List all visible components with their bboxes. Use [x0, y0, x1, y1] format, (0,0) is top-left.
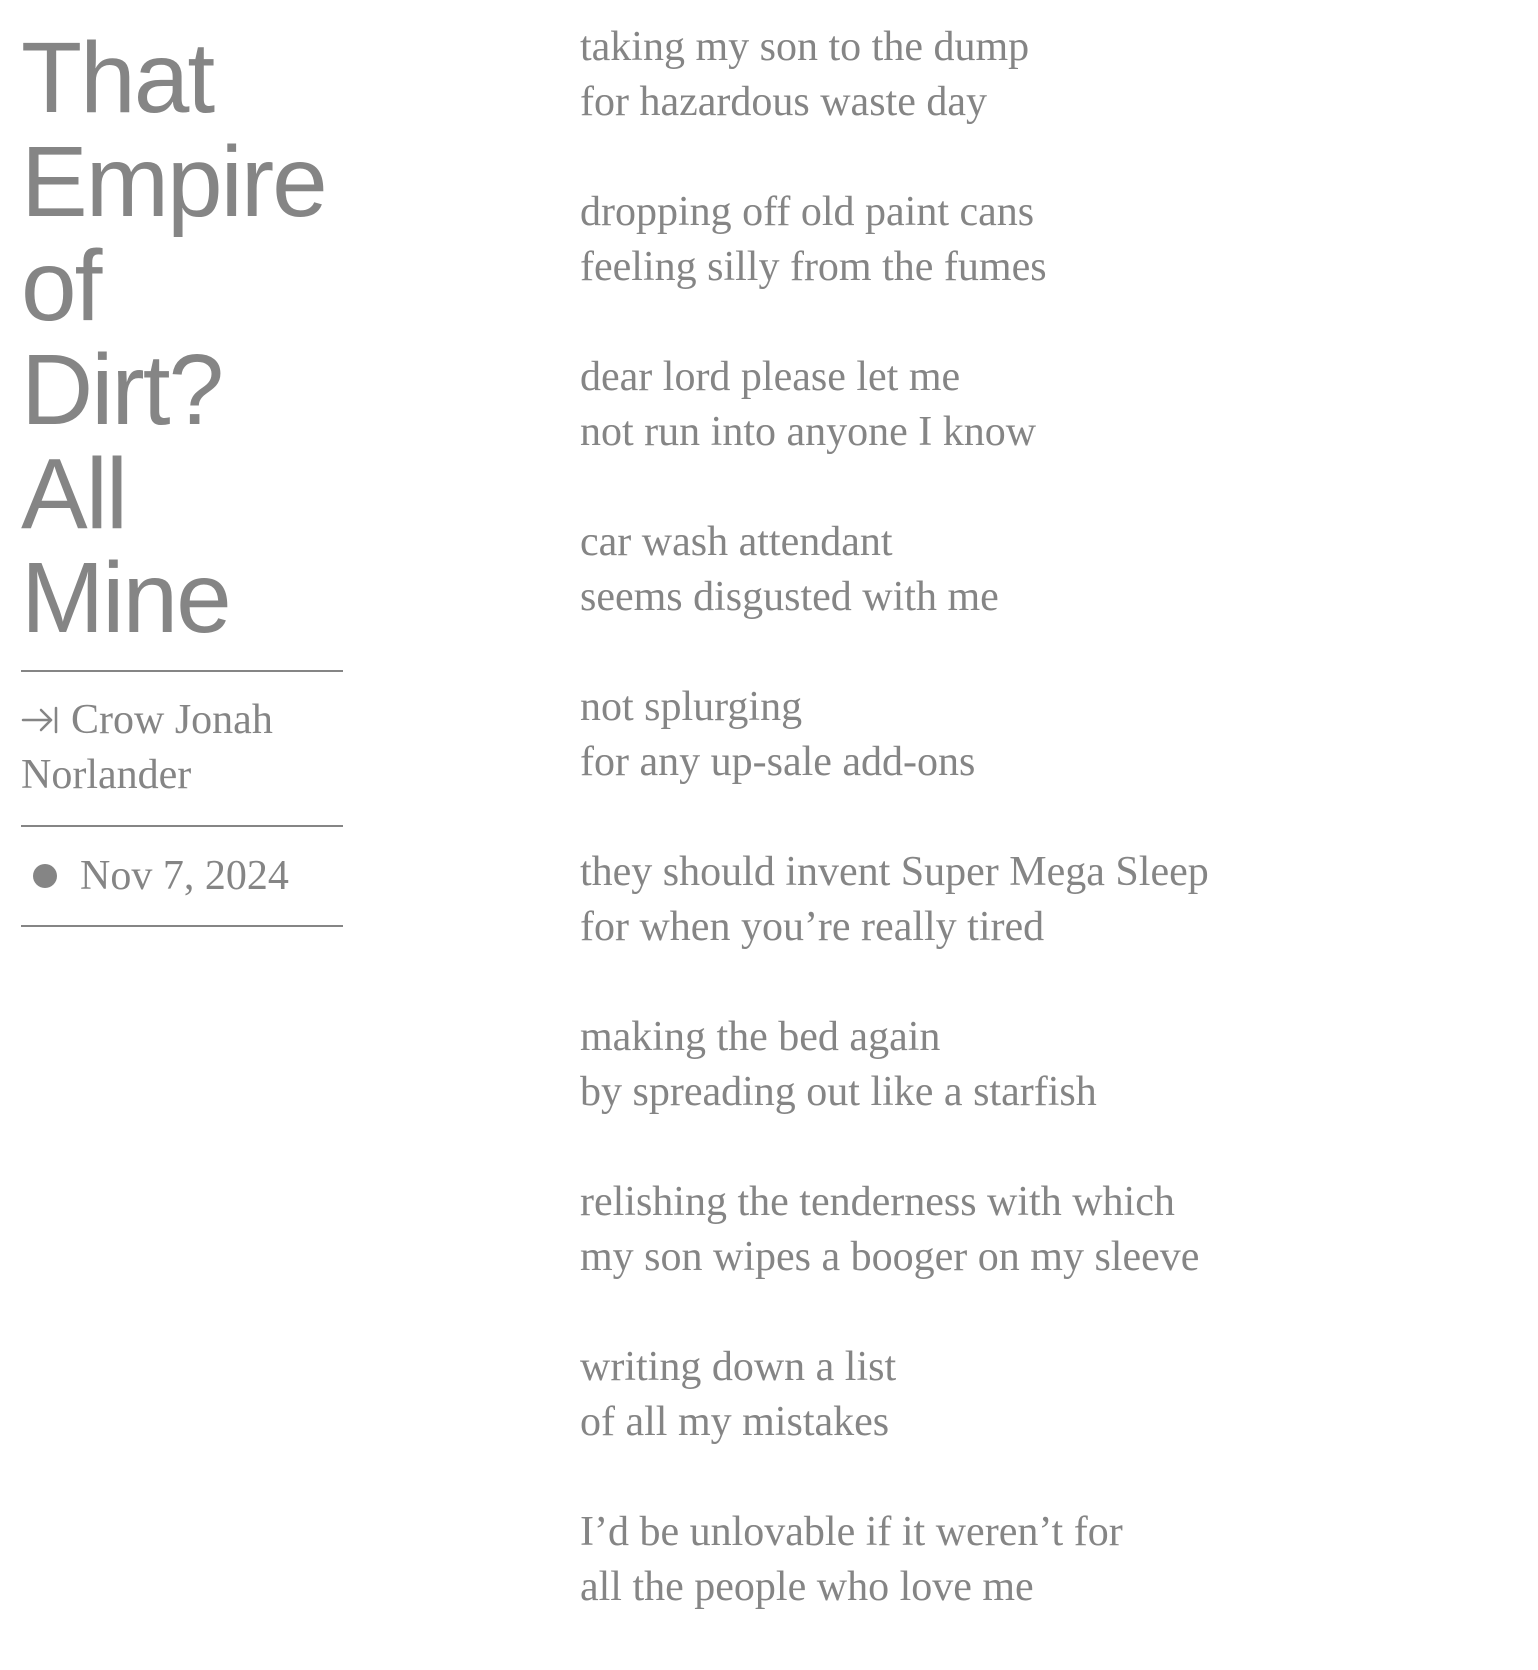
poem-line: taking my son to the dump [580, 24, 1030, 70]
poem-line: car wash attendant [580, 519, 893, 565]
poem-line: not splurging [580, 684, 803, 730]
title-line: Mine [21, 542, 230, 654]
poem-line: feeling silly from the fumes [580, 244, 1047, 290]
stanza [580, 1340, 1480, 1450]
poem-body [580, 20, 1480, 1670]
stanza [580, 680, 1480, 790]
poem-line: of all my mistakes [580, 1399, 890, 1445]
poem-line: not run into anyone I know [580, 409, 1037, 455]
poem-line: by spreading out like a starfish [580, 1069, 1097, 1115]
poem-line: for any up-sale add-ons [580, 739, 976, 785]
poem-line: for when you’re really tired [580, 904, 1045, 950]
divider [21, 925, 343, 927]
stanza [580, 350, 1480, 460]
stanza [580, 845, 1480, 955]
poem-line: dropping off old paint cans [580, 189, 1035, 235]
poem-line: writing down a list [580, 1344, 897, 1390]
poem-line: I’d be unlovable if it weren’t for [580, 1509, 1123, 1555]
poem-line: all the people who love me [580, 1564, 1034, 1610]
title-line: Dirt? [21, 334, 223, 446]
poem-line: dear lord please let me [580, 354, 961, 400]
title-line: All [21, 438, 127, 550]
stanza [580, 185, 1480, 295]
post-date [21, 827, 343, 925]
date-text: Nov 7, 2024 [80, 853, 289, 899]
poem-line: seems disgusted with me [580, 574, 999, 620]
dot-icon [33, 864, 57, 888]
poem-line: my son wipes a booger on my sleeve [580, 1234, 1200, 1280]
poem-line: making the bed again [580, 1014, 941, 1060]
title-line: Empire [21, 126, 326, 238]
author-byline[interactable] [21, 672, 343, 825]
post-meta-sidebar [21, 20, 343, 927]
stanza [580, 20, 1480, 130]
title-line: That [21, 22, 214, 134]
arrow-right-to-bar-icon [21, 705, 59, 735]
stanza [580, 515, 1480, 625]
stanza [580, 1010, 1480, 1120]
stanza [580, 1175, 1480, 1285]
post-title [21, 20, 343, 654]
stanza [580, 1505, 1480, 1615]
poem-line: relishing the tenderness with which [580, 1179, 1175, 1225]
title-line: of [21, 230, 101, 342]
author-name[interactable]: Crow Jonah Norlander [21, 697, 273, 798]
poem-line: for hazardous waste day [580, 79, 987, 125]
poem-line: they should invent Super Mega Sleep [580, 849, 1209, 895]
